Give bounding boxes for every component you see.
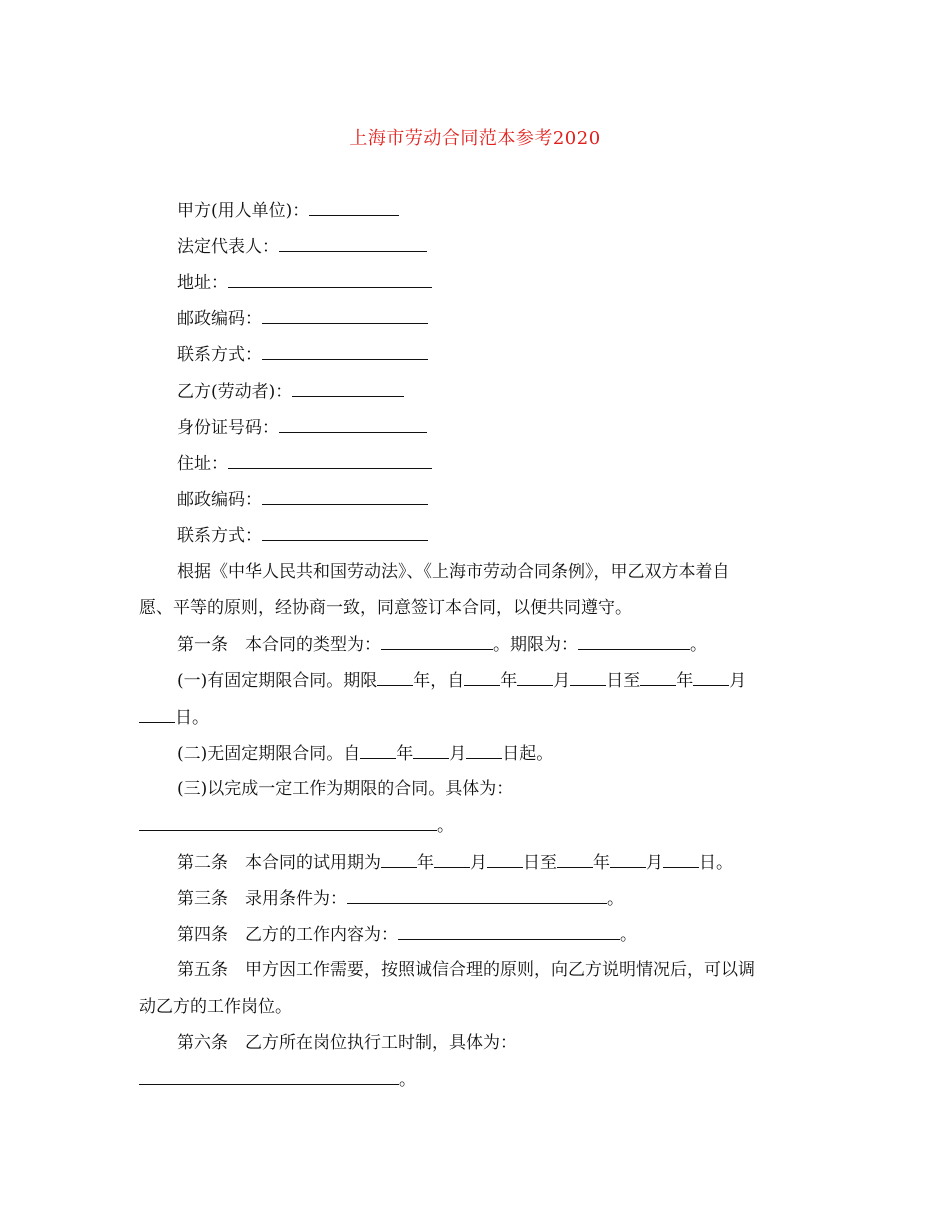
postcode-a-label: 邮政编码： [177,309,262,329]
trial-start-day-text: 日至 [523,853,557,873]
fixed-term-label: (一)有固定期限合同。期限 [177,671,378,691]
article-1-type-label: 第一条 本合同的类型为： [177,635,381,655]
article-1 [177,633,707,656]
article-6-blank-line [139,1068,416,1091]
start-day-blank[interactable] [570,669,606,686]
party-b-blank[interactable] [292,380,404,397]
contact-b-field [177,524,428,547]
party-a-blank[interactable] [309,199,399,216]
postcode-b-label: 邮政编码： [177,490,262,510]
working-hours-blank[interactable] [139,1068,399,1085]
years-blank[interactable] [377,669,413,686]
start-month-blank[interactable] [517,669,553,686]
document-title: 上海市劳动合同范本参考2020 [349,128,601,149]
legal-rep-field [177,235,427,258]
open-year-text: 年 [396,744,414,764]
start-year-blank[interactable] [464,669,500,686]
postcode-b-field [177,488,428,511]
postcode-a-blank[interactable] [262,307,428,324]
article-5-line-1: 第五条 甲方因工作需要，按照诚信合理的原则，向乙方说明情况后，可以调 [177,960,755,980]
preamble-line-1: 根据《中华人民共和国劳动法》、《上海市劳动合同条例》，甲乙双方本着自 [177,562,730,582]
party-b-field [177,380,404,403]
trial-end-month-text: 月 [646,853,663,873]
residence-field [177,452,432,475]
id-number-field [177,416,427,439]
trial-start-day-blank[interactable] [487,851,523,868]
postcode-a-field [177,307,428,330]
preamble-line-2: 愿、平等的原则，经协商一致，同意签订本合同，以便共同遵守。 [139,598,632,618]
job-content-blank[interactable] [398,923,620,940]
id-number-label: 身份证号码： [177,418,279,438]
task-term-end: 。 [437,816,454,836]
contact-a-blank[interactable] [262,343,428,360]
start-year-text: 年 [500,671,518,691]
end-year-text: 年 [676,671,694,691]
contact-a-field [177,343,428,366]
start-month-text: 月 [553,671,571,691]
article-6-end: 。 [399,1070,416,1090]
fixed-term-line-1 [177,669,746,692]
start-day-to-text: 日至 [606,671,641,691]
contact-b-blank[interactable] [262,524,428,541]
party-b-label: 乙方(劳动者)： [177,382,293,402]
open-year-blank[interactable] [360,742,396,759]
article-3-end: 。 [607,889,624,909]
task-term-line: (三)以完成一定工作为期限的合同。具体为： [177,779,514,799]
task-term-blank[interactable] [139,814,437,831]
trial-end-month-blank[interactable] [610,851,646,868]
residence-blank[interactable] [228,452,432,469]
article-4 [177,923,637,946]
open-month-text: 月 [449,744,467,764]
article-5-line-2: 动乙方的工作岗位。 [139,997,292,1017]
fixed-term-line-2 [139,706,209,729]
end-year-blank[interactable] [640,669,676,686]
contact-b-label: 联系方式： [177,526,262,546]
party-a-field [177,199,399,222]
article-6: 第六条 乙方所在岗位执行工时制，具体为： [177,1033,517,1053]
legal-rep-blank[interactable] [279,235,427,252]
trial-end-year-blank[interactable] [557,851,593,868]
trial-end-day-text: 日。 [699,853,733,873]
residence-label: 住址： [177,454,228,474]
legal-rep-label: 法定代表人： [177,237,279,257]
address-field [177,271,432,294]
address-blank[interactable] [228,271,432,288]
open-ended-line [177,742,553,765]
trial-start-year-text: 年 [417,853,434,873]
party-a-label: 甲方(用人单位)： [177,201,310,221]
article-3 [177,887,624,910]
end-day-blank[interactable] [139,706,175,723]
article-4-end: 。 [620,925,637,945]
hiring-conditions-blank[interactable] [347,887,607,904]
open-day-text: 日起。 [502,744,554,764]
address-label: 地址： [177,273,228,293]
open-ended-label: (二)无固定期限合同。自 [177,744,361,764]
trial-end-year-text: 年 [593,853,610,873]
open-month-blank[interactable] [413,742,449,759]
article-1-end: 。 [690,635,707,655]
end-month-blank[interactable] [693,669,729,686]
contract-type-blank[interactable] [381,633,493,650]
article-3-label: 第三条 录用条件为： [177,889,347,909]
trial-start-year-blank[interactable] [381,851,417,868]
contract-period-blank[interactable] [578,633,690,650]
trial-start-month-blank[interactable] [434,851,470,868]
trial-end-day-blank[interactable] [663,851,699,868]
postcode-b-blank[interactable] [262,488,428,505]
contact-a-label: 联系方式： [177,345,262,365]
article-1-period-label: 。期限为： [493,635,578,655]
article-2-label: 第二条 本合同的试用期为 [177,853,381,873]
open-day-blank[interactable] [466,742,502,759]
task-term-blank-line [139,814,454,837]
id-number-blank[interactable] [279,416,427,433]
end-month-text: 月 [729,671,747,691]
trial-start-month-text: 月 [470,853,487,873]
article-2 [177,851,733,874]
fixed-year-from-text: 年，自 [413,671,465,691]
end-day-text: 日。 [175,708,209,728]
article-4-label: 第四条 乙方的工作内容为： [177,925,398,945]
